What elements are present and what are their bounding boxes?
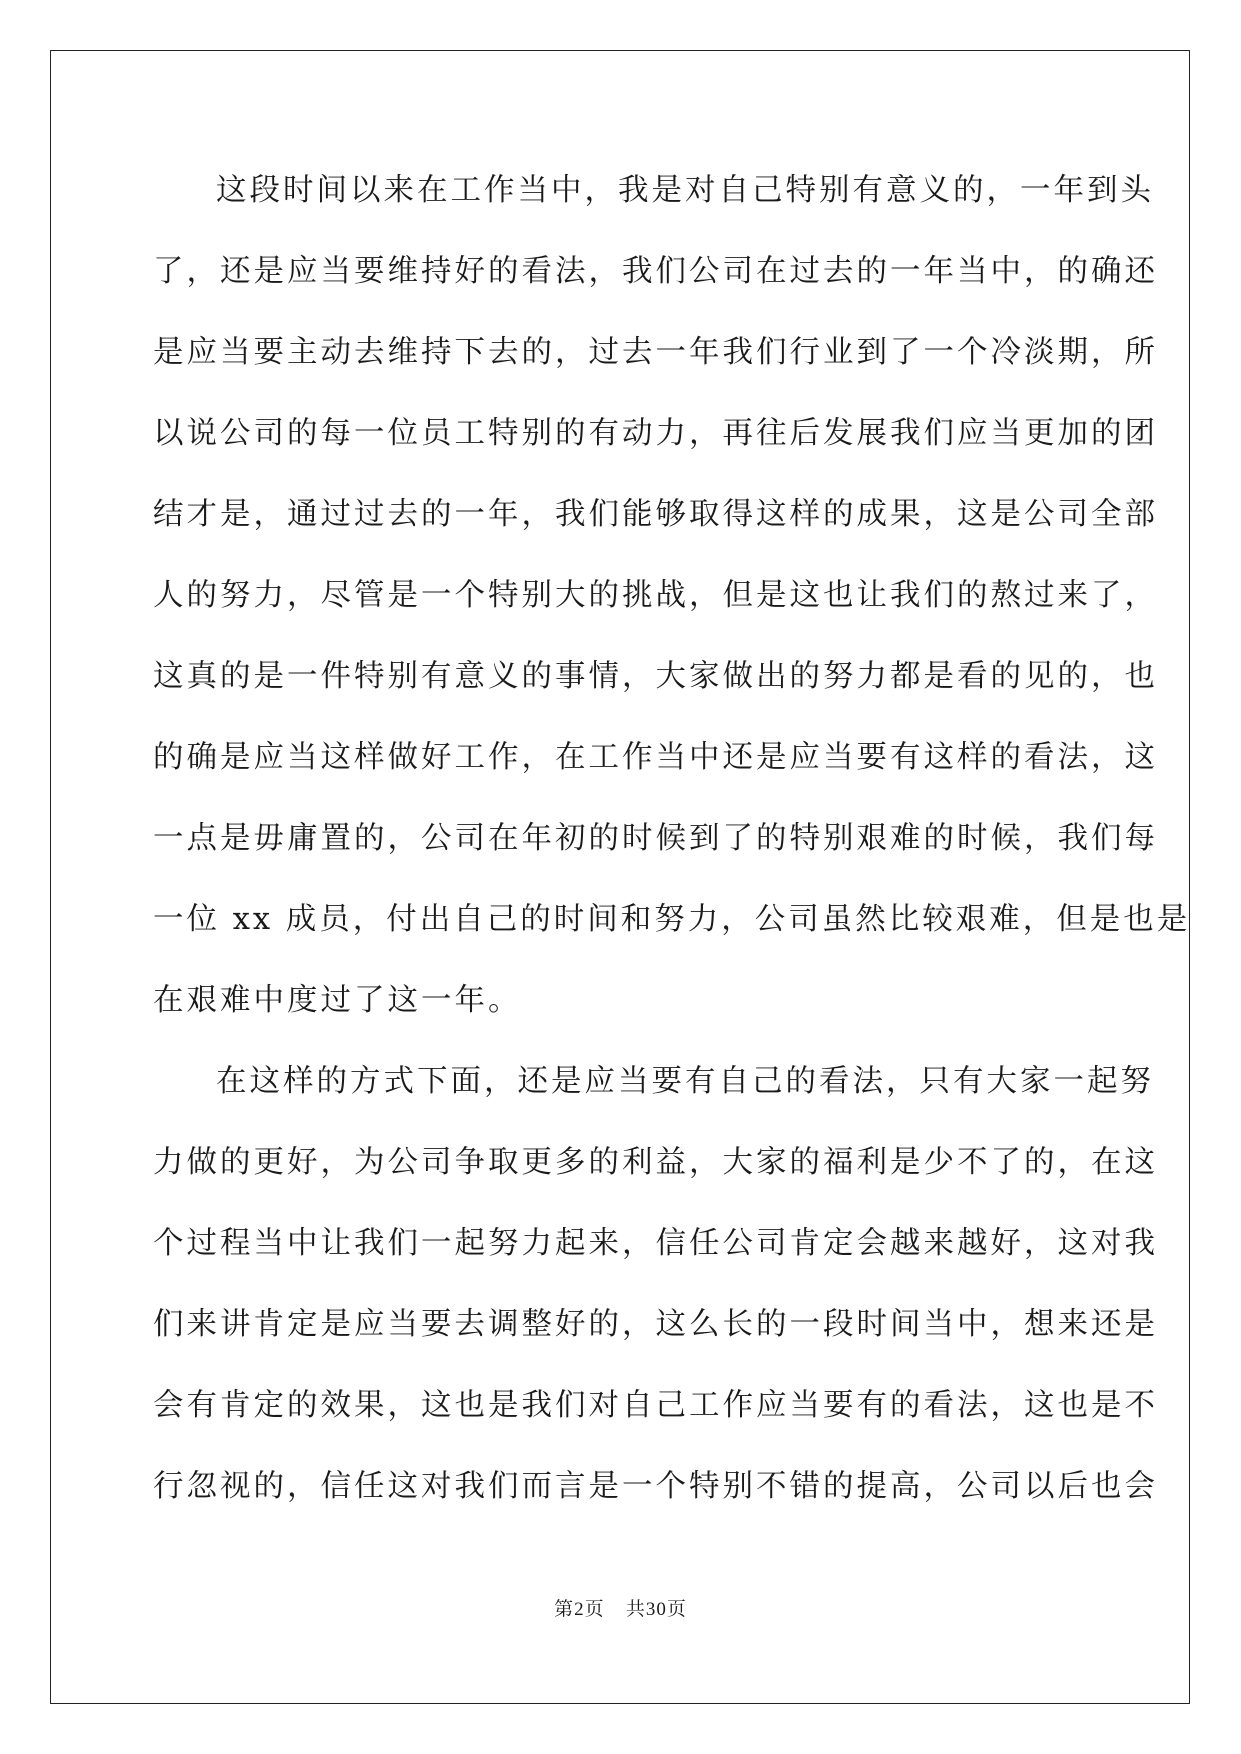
paragraph-2 — [153, 1041, 1158, 1527]
text-line: 们来讲肯定是应当要去调整好的，这么长的一段时间当中，想来还是 — [153, 1307, 1158, 1342]
total-prefix: 共 — [625, 1598, 646, 1620]
text-line: 人的努力，尽管是一个特别大的挑战，但是这也让我们的熬过来了， — [153, 578, 1158, 613]
text-line: 结才是，通过过去的一年，我们能够取得这样的成果，这是公司全部 — [153, 497, 1158, 532]
total-suffix: 页 — [666, 1598, 687, 1620]
page-suffix: 页 — [584, 1598, 605, 1620]
text-line: 这真的是一件特别有意义的事情，大家做出的努力都是看的见的，也 — [153, 659, 1158, 694]
page-number: 2 — [574, 1599, 585, 1620]
text-line: 在这样的方式下面，还是应当要有自己的看法，只有大家一起努 — [216, 1064, 1154, 1099]
text-line: 的确是应当这样做好工作，在工作当中还是应当要有这样的看法，这 — [153, 740, 1158, 775]
document-body — [153, 150, 1191, 1527]
text-line: 这段时间以来在工作当中，我是对自己特别有意义的，一年到头 — [216, 173, 1154, 208]
text-line: 一点是毋庸置的，公司在年初的时候到了的特别艰难的时候，我们每 — [153, 821, 1158, 856]
page-footer — [0, 1594, 1241, 1621]
text-line: 行忽视的，信任这对我们而言是一个特别不错的提高，公司以后也会 — [153, 1469, 1158, 1504]
text-line: 会有肯定的效果，这也是我们对自己工作应当要有的看法，这也是不 — [153, 1388, 1158, 1423]
text-line: 了，还是应当要维持好的看法，我们公司在过去的一年当中，的确还 — [153, 254, 1158, 289]
text-line: 是应当要主动去维持下去的，过去一年我们行业到了一个冷淡期，所 — [153, 335, 1158, 370]
text-line: 以说公司的每一位员工特别的有动力，再往后发展我们应当更加的团 — [153, 416, 1158, 451]
text-line: 在艰难中度过了这一年。 — [153, 983, 522, 1018]
text-line: 力做的更好，为公司争取更多的利益，大家的福利是少不了的，在这 — [153, 1145, 1158, 1180]
total-pages: 30 — [645, 1599, 667, 1620]
paragraph-1 — [153, 150, 1191, 1041]
text-line: 一位 xx 成员，付出自己的时间和努力，公司虽然比较艰难，但是也是 — [153, 902, 1191, 937]
page-prefix: 第 — [554, 1598, 575, 1620]
text-line: 个过程当中让我们一起努力起来，信任公司肯定会越来越好，这对我 — [153, 1226, 1158, 1261]
